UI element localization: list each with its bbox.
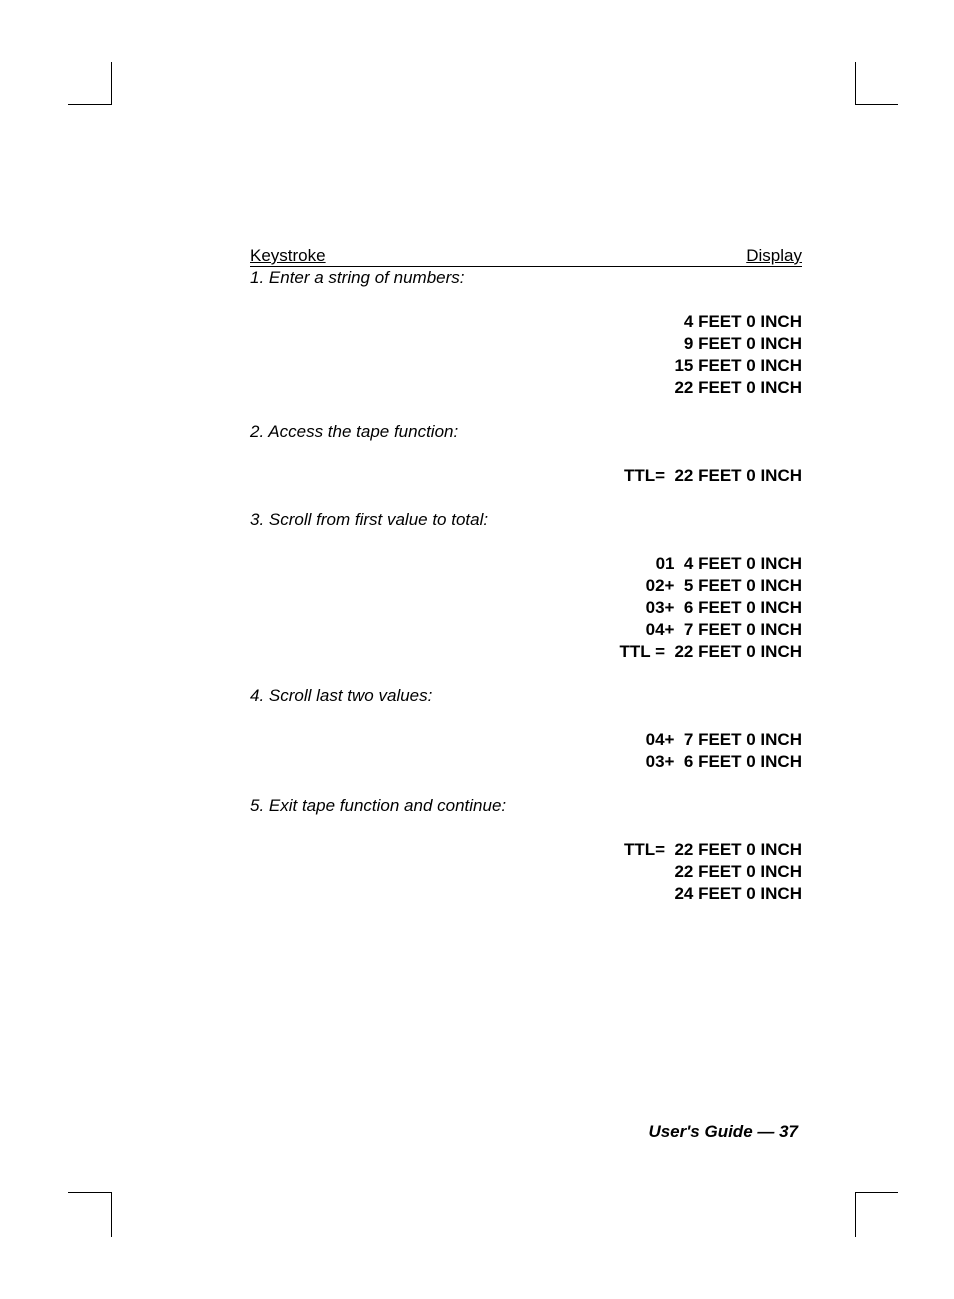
display-line: 4 FEET 0 INCH	[683, 312, 802, 331]
display-line: 15 FEET 0 INCH	[674, 356, 802, 375]
display-column-header: Display	[746, 246, 802, 265]
display-line: 22 FEET 0 INCH	[674, 862, 802, 881]
crop-mark-top-left-h	[68, 104, 112, 105]
display-line: 24 FEET 0 INCH	[674, 884, 802, 903]
display-line: 02+ 5 FEET 0 INCH	[645, 576, 802, 595]
display-line: TTL= 22 FEET 0 INCH	[623, 466, 802, 485]
keystroke-display-table	[250, 246, 802, 905]
display-line: TTL = 22 FEET 0 INCH	[619, 642, 802, 661]
step-label: 1. Enter a string of numbers:	[250, 268, 465, 287]
section-4	[250, 685, 802, 773]
display-line: 9 FEET 0 INCH	[683, 334, 802, 353]
crop-mark-bottom-right-v	[855, 1192, 856, 1237]
display-line: 03+ 6 FEET 0 INCH	[645, 752, 802, 771]
crop-mark-bottom-left-v	[111, 1192, 112, 1237]
keystroke-column-header: Keystroke	[250, 246, 326, 265]
step-label: 2. Access the tape function:	[250, 422, 459, 441]
crop-mark-top-left-v	[111, 62, 112, 105]
section-2	[250, 421, 802, 487]
step-label: 3. Scroll from first value to total:	[250, 510, 489, 529]
section-5	[250, 795, 802, 905]
display-line: 01 4 FEET 0 INCH	[655, 554, 802, 573]
step-label: 5. Exit tape function and continue:	[250, 796, 507, 815]
table-header	[250, 246, 802, 267]
section-3	[250, 509, 802, 663]
display-line: TTL= 22 FEET 0 INCH	[623, 840, 802, 859]
crop-mark-bottom-left-h	[68, 1192, 112, 1193]
display-line: 04+ 7 FEET 0 INCH	[645, 730, 802, 749]
display-line: 03+ 6 FEET 0 INCH	[645, 598, 802, 617]
crop-mark-top-right-h	[855, 104, 898, 105]
display-line: 04+ 7 FEET 0 INCH	[645, 620, 802, 639]
crop-mark-bottom-right-h	[855, 1192, 898, 1193]
page-footer: User's Guide — 37	[648, 1122, 798, 1141]
step-label: 4. Scroll last two values:	[250, 686, 433, 705]
display-line: 22 FEET 0 INCH	[674, 378, 802, 397]
crop-mark-top-right-v	[855, 62, 856, 105]
section-1	[250, 267, 802, 399]
